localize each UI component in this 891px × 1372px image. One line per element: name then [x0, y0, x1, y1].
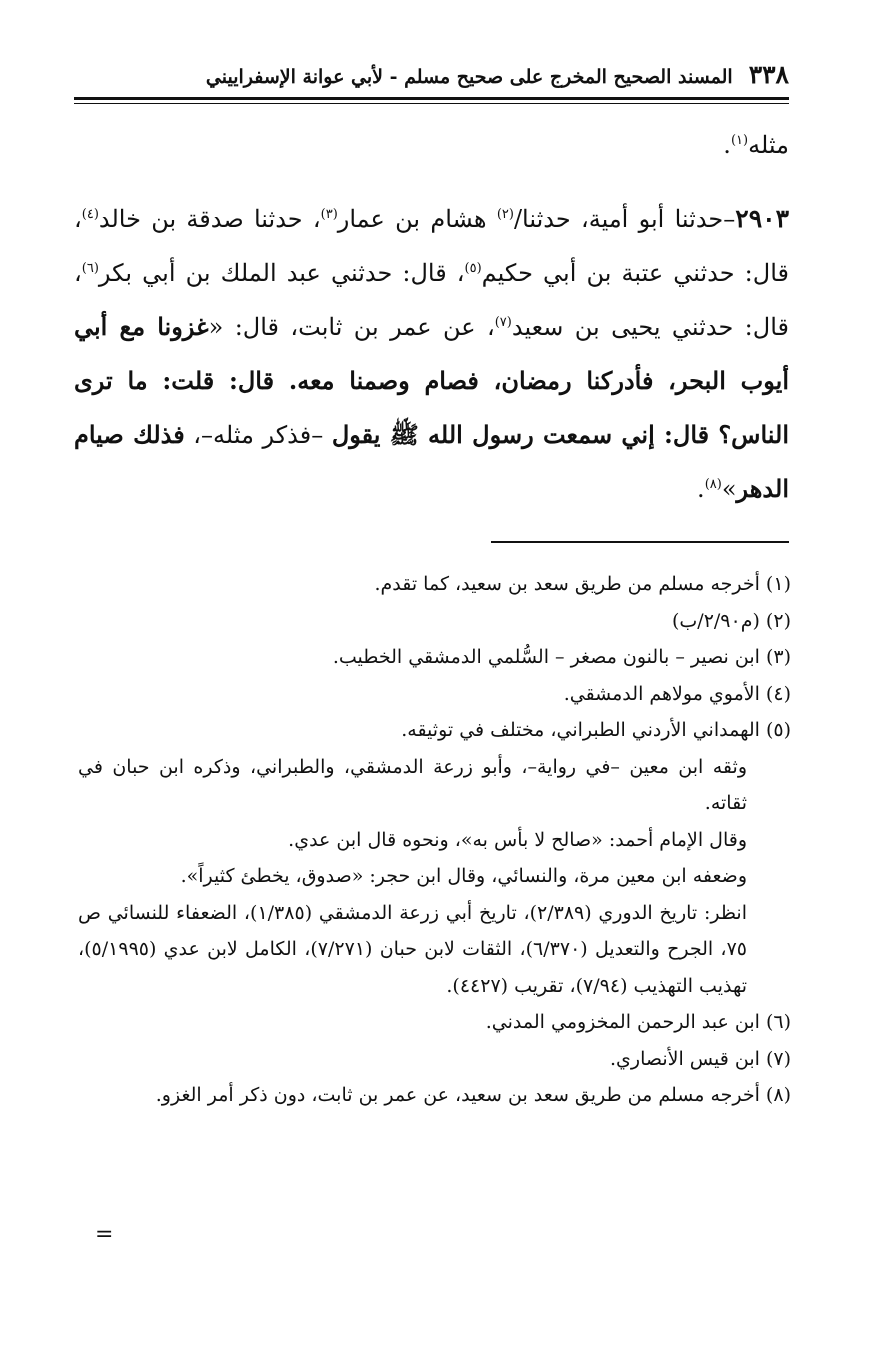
- isnad-segment: ، قال: حدثني عبد الملك بن أبي بكر: [98, 259, 465, 287]
- footnote-5-detail: وضعفه ابن معين مرة، والنسائي، وقال ابن حجر: «صدوق، يخطئ كثيراً».: [180, 865, 747, 887]
- footnote-2: (٢) (م٢/٩٠/ب): [671, 609, 791, 632]
- footnotes: [78, 566, 791, 1114]
- carry-over-line: مثله$^{(١)}$.: [723, 131, 789, 159]
- hadith-paragraph: [74, 192, 789, 516]
- isnad-segment: ، حدثنا صدقة بن خالد: [98, 205, 321, 233]
- footnote-ref: (٥): [464, 261, 482, 276]
- header-rule-thin: [74, 103, 789, 104]
- footnote-separator: [491, 541, 789, 543]
- footnote-ref: (٨): [704, 477, 722, 492]
- footnote-ref: (٦): [81, 261, 99, 276]
- isnad-segment: ، قال: حدثني يحيى بن سعيد: [74, 259, 789, 341]
- footnote-ref: (١): [730, 133, 749, 148]
- page-header: [74, 60, 789, 100]
- footnote-1: (١) أخرجه مسلم من طريق سعد بن سعيد، كما تقدم.: [374, 573, 791, 595]
- footnote-ref: (٣): [320, 207, 338, 222]
- bottom-mark: =: [95, 1222, 114, 1247]
- isnad-segment: هشام بن عمار: [337, 205, 497, 233]
- matn-text-end: فذلك صيام الدهر: [74, 420, 789, 503]
- carry-text: مثله: [748, 131, 789, 159]
- footnote-ref: (٤): [81, 207, 99, 222]
- hadith-number: ٢٩٠٣: [735, 204, 789, 233]
- footnote-5-sources: انظر: تاريخ الدوري (٢/٣٨٩)، تاريخ أبي زرعة الدمشقي (١/٣٨٥)، الضعفاء للنسائي ص ٧٥، الجرح والتعديل (٦/٣٧٠)، الثقات لابن حبان (٧/٢٧١)، الكامل لابن عدي (٥/١٩٩٥)، تهذيب التهذيب (٧/٩٤)، تقريب (٤٤٢٧).: [78, 901, 747, 997]
- footnote-5-detail: وثقه ابن معين –في رواية–، وأبو زرعة الدمشقي، والطبراني، وذكره ابن حبان في ثقاته.: [78, 755, 747, 814]
- footnote-5-detail: وقال الإمام أحمد: «صالح لا بأس به»، ونحوه قال ابن عدي.: [288, 828, 747, 851]
- footnote-ref: (٧): [494, 315, 512, 330]
- isnad-segment: ، عن عمر بن ثابت، قال: «: [208, 313, 495, 341]
- footnote-3: (٣) ابن نصير – بالنون مصغر – السُّلمي الدمشقي الخطيب.: [332, 646, 791, 668]
- sentence-end: .: [697, 475, 705, 503]
- closing-quote: »: [721, 475, 737, 503]
- footnote-5: (٥) الهمداني الأردني الطبراني، مختلف في توثيقه.: [401, 719, 791, 741]
- footnote-7: (٧) ابن قيس الأنصاري.: [610, 1047, 791, 1070]
- footnote-6: (٦) ابن عبد الرحمن المخزومي المدني.: [485, 1011, 791, 1033]
- isnad-segment: –حدثنا أبو أمية، حدثنا/: [513, 205, 736, 233]
- page-number: ٣٣٨: [748, 60, 789, 89]
- footnote-ref: (٢): [496, 207, 514, 222]
- footnote-8: (٨) أخرجه مسلم من طريق سعد بن سعيد، عن عمر بن ثابت، دون ذكر أمر الغزو.: [155, 1084, 791, 1106]
- running-title: المسند الصحيح المخرج على صحيح مسلم - لأبي عوانة الإسفراييني: [205, 66, 733, 88]
- narration-aside: –فذكر مثله–،: [184, 421, 332, 449]
- footnote-4: (٤) الأموي مولاهم الدمشقي.: [563, 682, 791, 705]
- isnad-segment: ، قال: حدثني عتبة بن أبي حكيم: [74, 205, 789, 287]
- header-rule-thick: [74, 97, 789, 100]
- matn-text: غزونا مع أبي أيوب البحر، فأدركنا رمضان، فصام وصمنا معه. قال: قلت: ما ترى الناس؟ قال: إني سمعت رسول الله ﷺ يقول: [74, 312, 789, 449]
- main-text: [74, 118, 789, 516]
